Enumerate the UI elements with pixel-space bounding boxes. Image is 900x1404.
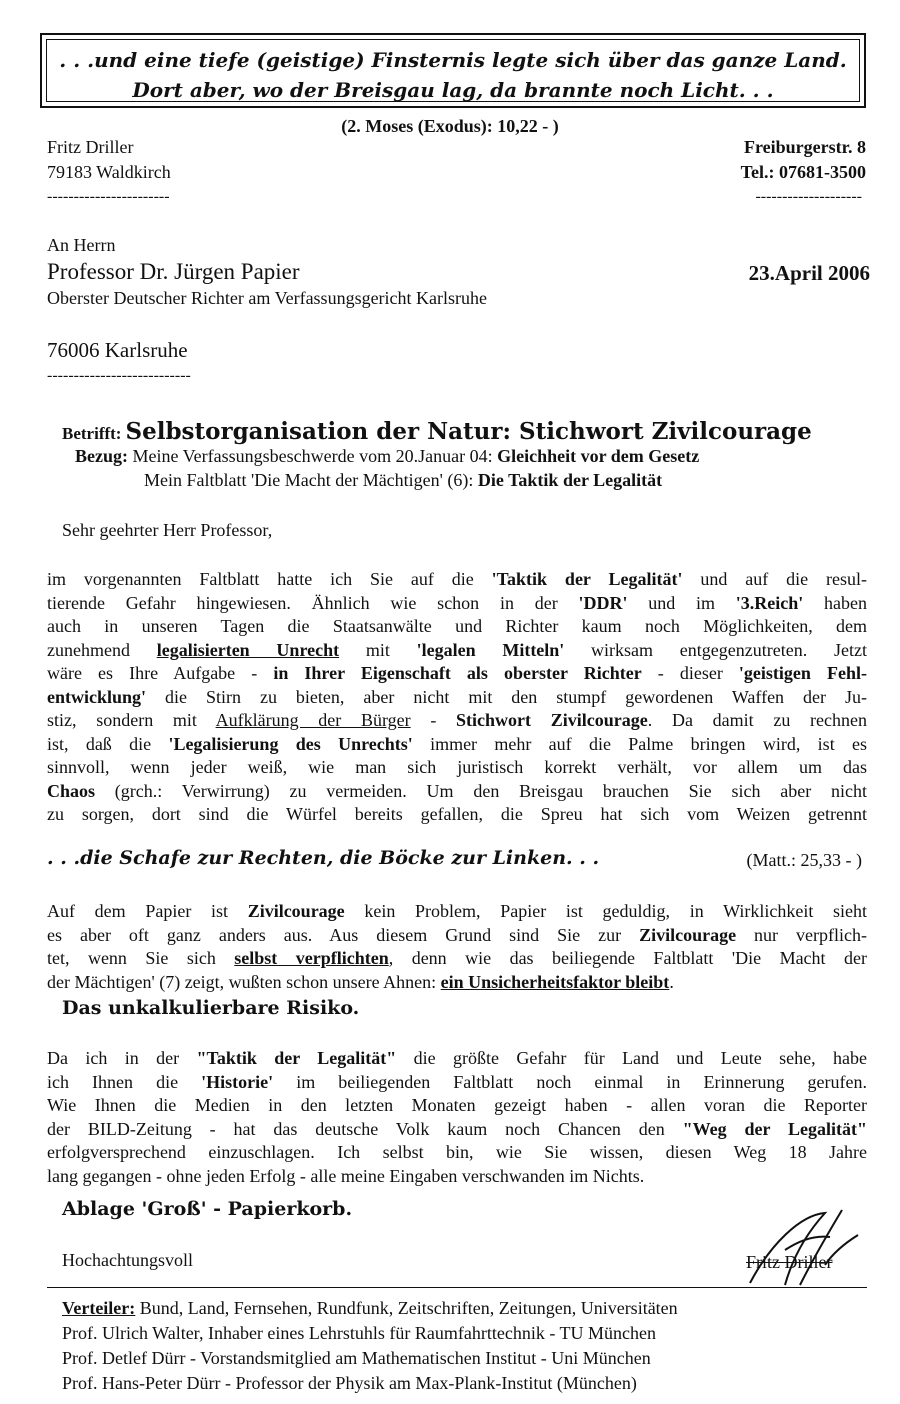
p1-line-11: zu sorgen, dort sind die Würfel bereits gefallen, die Spreu hat sich vom Weizen getrennt [47,804,867,824]
p3-line-1: Da ich in der "Taktik der Legalität" die größte Gefahr für Land und Leute sehe, habe [47,1048,867,1068]
recipient-salutation: An Herrn [47,235,116,255]
greeting: Sehr geehrter Herr Professor, [62,520,273,540]
sender-divider-right: -------------------- [755,188,862,205]
p3-line-4: der BILD-Zeitung - hat das deutsche Volk kaum noch Chancen den "Weg der Legalität" [47,1118,867,1139]
p1-line-9: sinnvoll, wenn jeder weiß, wie man sich juristisch korrekt verhält, vor allem um das [47,757,867,777]
p1-line-5: wäre es Ihre Aufgabe - in Ihrer Eigenschaft als oberster Richter - dieser 'geistigen Fehl- [47,663,867,683]
sender-name: Fritz Driller [47,137,134,157]
paragraph-1 [47,568,867,827]
p1-line-10: Chaos (grch.: Verwirrung) zu vermeiden. Um den Breisgau brauchen Sie sich aber nicht [47,780,867,801]
p2-line-2: es aber oft ganz anders aus. Aus diesem Grund sind Sie zur Zivilcourage nur verpflich- [47,924,867,945]
p3-line-6: lang gegangen - ohne jeden Erfolg - alle meine Eingaben verschwanden im Nichts. [47,1165,645,1186]
reference-1-text: Meine Verfassungsbeschwerde vom 20.Januar 04: [132,446,493,466]
p2-line-4: der Mächtigen' (7) zeigt, wußten schon unsere Ahnen: ein Unsicherheitsfaktor bleibt. [47,971,674,992]
subject-line [62,418,812,445]
p1-line-3: auch in unseren Tagen die Staatsanwälte und Richter kaum noch Möglichkeiten, dem [47,616,867,636]
p1-line-6: entwicklung' die Stirn zu bieten, aber nicht mit den stumpf gewordenen Waffen der Ju- [47,686,867,707]
handwritten-signature [730,1205,870,1290]
sender-city: 79183 Waldkirch [47,162,171,182]
p2-line-1: Auf dem Papier ist Zivilcourage kein Problem, Papier ist geduldig, in Wirklichkeit sieht [47,901,867,921]
quote-line-2: Dort aber, wo der Breisgau lag, da brannte noch Licht. . . [132,78,774,102]
p1-line-7: stiz, sondern mit Aufklärung der Bürger - Stichwort Zivilcourage. Da damit zu rechnen [47,710,867,730]
signature-name: Fritz Driller [746,1252,833,1272]
reference-1-bold: Gleichheit vor dem Gesetz [497,446,700,466]
p3-line-5: erfolgversprechend einzuschlagen. Ich selbst bin, wie Sie wissen, diesen Weg 18 Jahre [47,1142,867,1162]
p3-line-2: ich Ihnen die 'Historie' im beiliegenden Faltblatt noch einmal in Erinnerung gerufen. [47,1071,867,1092]
quote-line-1: . . .und eine tiefe (geistige) Finsternis legte sich über das ganze Land. [59,48,847,72]
distribution-label: Verteiler: [62,1298,136,1318]
quote-source: (2. Moses (Exodus): 10,22 - ) [341,116,559,136]
subject-label: Betrifft: [62,424,122,443]
reference-line-1 [75,446,699,467]
closing: Hochachtungsvoll [62,1250,193,1270]
distribution-line-4: Prof. Hans-Peter Dürr - Professor der Physik am Max-Plank-Institut (München) [62,1373,637,1393]
sender-divider-left: ----------------------- [47,188,170,205]
p1-line-4: zunehmend legalisierten Unrecht mit 'legalen Mitteln' wirksam entgegenzutreten. Jetzt [47,639,867,660]
paragraph-2 [47,900,867,994]
sender-street: Freiburgerstr. 8 [744,137,866,157]
reference-2-bold: Die Taktik der Legalität [477,470,663,490]
recipient-title: Oberster Deutscher Richter am Verfassungsgericht Karlsruhe [47,288,488,308]
reference-2-text: Mein Faltblatt 'Die Macht der Mächtigen' (6): [144,470,474,490]
p2-line-3: tet, wenn Sie sich selbst verpflichten, denn wie das beiliegende Faltblatt 'Die Macht der [47,948,867,968]
distribution-divider [47,1287,867,1288]
p3-emphasis: Ablage 'Groß' - Papierkorb. [62,1198,353,1220]
distribution-recipients: Bund, Land, Fernsehen, Rundfunk, Zeitschriften, Zeitungen, Universitäten [135,1298,678,1318]
p1-line-8: ist, daß die 'Legalisierung des Unrechts' immer mehr auf die Palme bringen wird, ist es [47,733,867,754]
subject-text: Selbstorganisation der Natur: Stichwort Zivilcourage [125,418,812,445]
bible-source-matthew: (Matt.: 25,33 - ) [746,850,862,870]
quote-box [40,33,866,108]
distribution-line-3: Prof. Detlef Dürr - Vorstandsmitglied am Mathematischen Institut - Uni München [62,1348,651,1368]
reference-label: Bezug: [75,446,128,466]
distribution-line-2: Prof. Ulrich Walter, Inhaber eines Lehrstuhls für Raumfahrttechnik - TU München [62,1323,656,1343]
p1-line-2: tierende Gefahr hingewiesen. Ähnlich wie schon in der 'DDR' und im '3.Reich' haben [47,592,867,613]
p2-emphasis: Das unkalkulierbare Risiko. [62,997,360,1019]
p3-line-3: Wie Ihnen die Medien in den letzten Monaten gezeigt haben - allen voran die Reporter [47,1095,867,1115]
letter-date: 23.April 2006 [748,261,870,285]
recipient-city: 76006 Karlsruhe [47,338,188,362]
p1-line-1: im vorgenannten Faltblatt hatte ich Sie auf die 'Taktik der Legalität' und auf die resul- [47,569,867,589]
sender-phone: Tel.: 07681-3500 [740,162,866,182]
recipient-divider: --------------------------- [47,367,191,384]
distribution-line-1 [62,1298,678,1319]
reference-line-2 [144,470,662,491]
signature-icon [730,1205,870,1290]
bible-quote-matthew: . . .die Schafe zur Rechten, die Böcke zur Linken. . . [47,847,600,869]
recipient-name: Professor Dr. Jürgen Papier [47,259,300,284]
paragraph-3 [47,1047,867,1188]
quote-inner-border [46,39,860,102]
